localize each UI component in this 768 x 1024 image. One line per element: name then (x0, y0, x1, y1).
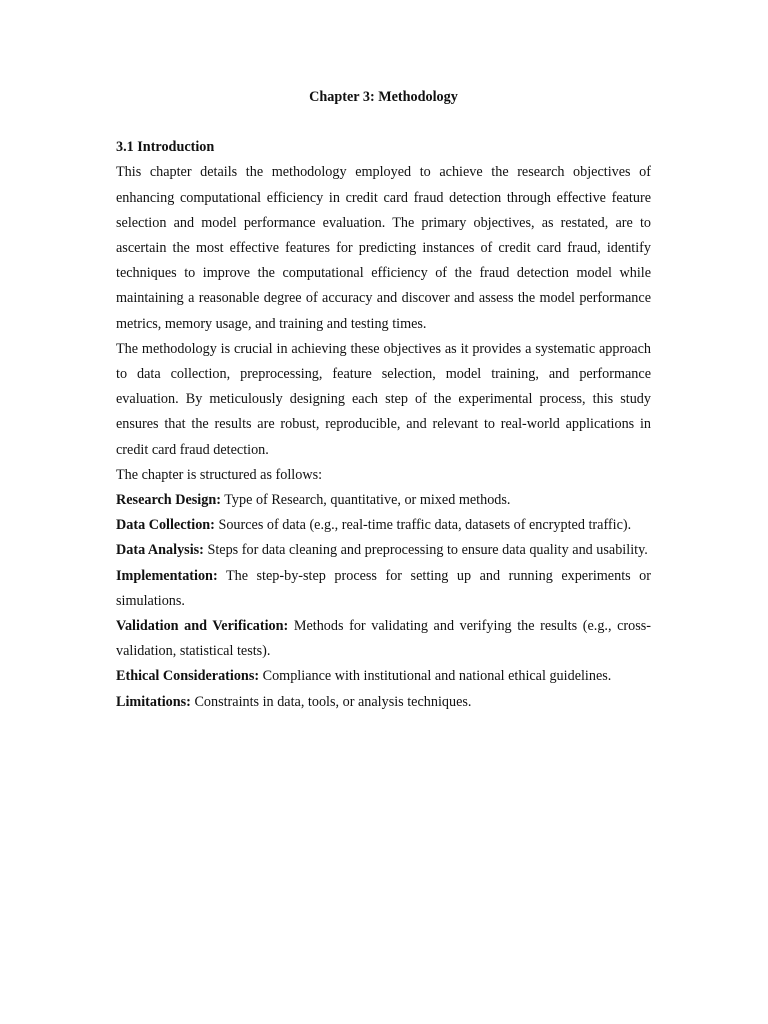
section-heading: 3.1 Introduction (116, 139, 215, 156)
structure-item-limitations (116, 690, 651, 715)
structure-description: The step-by-step process for setting up and running experiments or simulations. (116, 567, 651, 609)
structure-intro: The chapter is structured as follows: (116, 466, 323, 483)
structure-term: Data Collection: (116, 517, 215, 534)
structure-term: Ethical Considerations: (116, 668, 260, 685)
structure-description: Methods for validating and verifying the results (e.g., cross-validation, statistical tests). (116, 618, 651, 660)
page-content (116, 85, 651, 715)
structure-term: Validation and Verification: (116, 618, 289, 635)
structure-description: Constraints in data, tools, or analysis techniques. (190, 693, 472, 710)
intro-paragraph-1: This chapter details the methodology employed to achieve the research objectives of enhancing computational efficiency in credit card fraud detection through effective feature selection and model performance evaluation. The primary objectives, as restated, are to ascertain the most effective features for predicting instances of credit card fraud, identify techniques to improve the computational efficiency of the fraud detection model while maintaining a reasonable degree of accuracy and discover and assess the model performance metrics, memory usage, and training and testing times. (116, 164, 651, 332)
chapter-title: Chapter 3: Methodology (309, 89, 458, 105)
structure-term: Implementation: (116, 567, 218, 584)
structure-description: Type of Research, quantitative, or mixed methods. (220, 492, 511, 509)
structure-list (116, 488, 651, 715)
structure-description: Steps for data cleaning and preprocessing to ensure data quality and usability. (203, 542, 648, 559)
structure-term: Research Design: (116, 492, 221, 509)
intro-paragraph-2: The methodology is crucial in achieving these objectives as it provides a systematic approach to data collection, preprocessing, feature selection, model training, and performance evaluation. By meticulously designing each step of the experimental process, this study ensures that the results are robust, reproducible, and relevant to real-world applications in credit card fraud detection. (116, 340, 651, 458)
structure-item-validation (116, 614, 651, 664)
structure-item-data-analysis (116, 538, 651, 563)
structure-item-research-design (116, 488, 651, 513)
structure-description: Compliance with institutional and national ethical guidelines. (259, 668, 612, 685)
structure-item-ethical (116, 664, 651, 689)
structure-term: Data Analysis: (116, 542, 204, 559)
structure-term: Limitations: (116, 693, 191, 710)
structure-description: Sources of data (e.g., real-time traffic data, datasets of encrypted traffic). (214, 517, 632, 534)
structure-item-implementation (116, 564, 651, 614)
structure-item-data-collection (116, 513, 651, 538)
